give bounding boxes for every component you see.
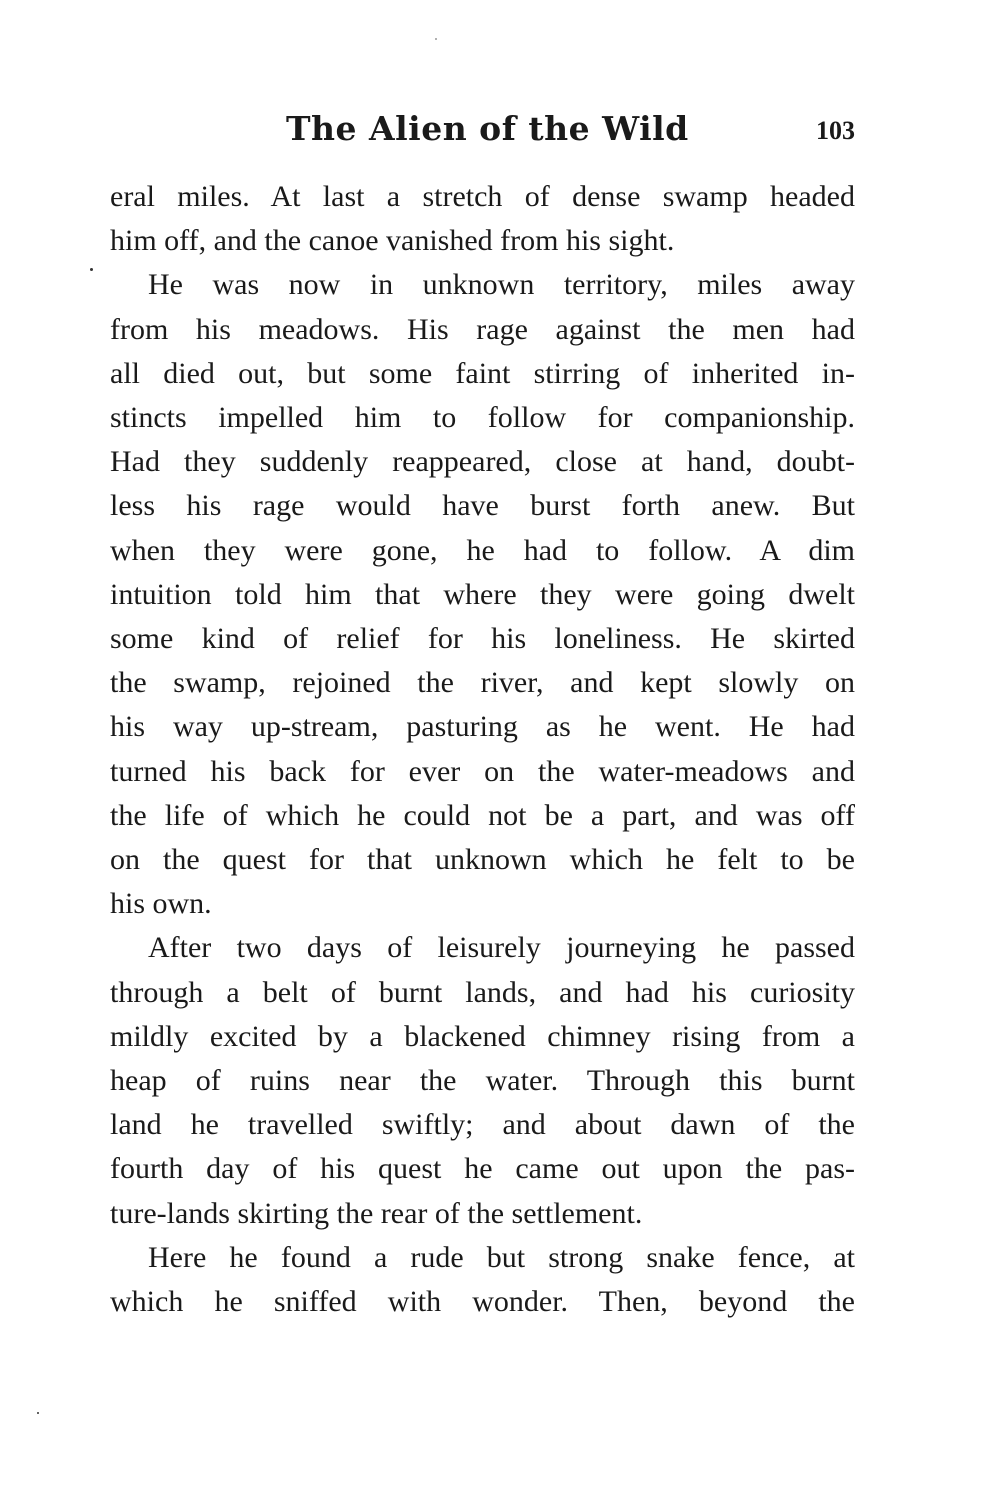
text-line: his own. (110, 887, 212, 921)
text-line: intuition told him that where they were going dwelt (110, 577, 855, 611)
scan-speck (37, 1412, 39, 1414)
scan-speck (90, 268, 93, 271)
text-line: his way up-stream, pasturing as he went. He had (110, 710, 855, 744)
text-line: fourth day of his quest he came out upon the pas- (110, 1152, 855, 1186)
paragraph (110, 926, 855, 1235)
text-line: him off, and the canoe vanished from his sight. (110, 224, 675, 258)
text-line: land he travelled swiftly; and about dawn of the (110, 1108, 855, 1142)
text-line: on the quest for that unknown which he felt to be (110, 843, 855, 877)
text-line: stincts impelled him to follow for companionship. (110, 401, 855, 435)
running-head (110, 104, 855, 154)
text-line: from his meadows. His rage against the men had (110, 312, 855, 346)
text-line: when they were gone, he had to follow. A dim (110, 533, 855, 567)
paragraph (110, 1236, 855, 1324)
paragraph (110, 175, 855, 263)
page-number: 103 (816, 116, 855, 145)
text-line: eral miles. At last a stretch of dense swamp headed (110, 180, 855, 213)
text-line: Here he found a rude but strong snake fence, at (148, 1240, 855, 1274)
text-line: some kind of relief for his loneliness. He skirted (110, 622, 855, 656)
text-line: less his rage would have burst forth anew. But (110, 489, 855, 523)
text-line: Had they suddenly reappeared, close at hand, doubt- (110, 445, 855, 479)
text-line: mildly excited by a blackened chimney rising from a (110, 1019, 855, 1053)
text-line: the swamp, rejoined the river, and kept slowly on (110, 666, 855, 700)
text-line: ture-lands skirting the rear of the settlement. (110, 1196, 643, 1230)
text-line: turned his back for ever on the water-meadows and (110, 754, 855, 788)
text-line: which he sniffed with wonder. Then, beyond the (110, 1285, 855, 1319)
text-line: the life of which he could not be a part, and was off (110, 798, 855, 832)
text-line: all died out, but some faint stirring of inherited in- (110, 356, 855, 390)
text-line: After two days of leisurely journeying he passed (148, 931, 855, 965)
scan-speck (435, 38, 437, 40)
text-line: through a belt of burnt lands, and had his curiosity (110, 975, 855, 1009)
paragraph (110, 263, 855, 926)
body-text (110, 175, 855, 1324)
text-line: He was now in unknown territory, miles away (148, 268, 855, 302)
running-title: The Alien of the Wild (286, 109, 689, 148)
text-line: heap of ruins near the water. Through this burnt (110, 1064, 855, 1098)
